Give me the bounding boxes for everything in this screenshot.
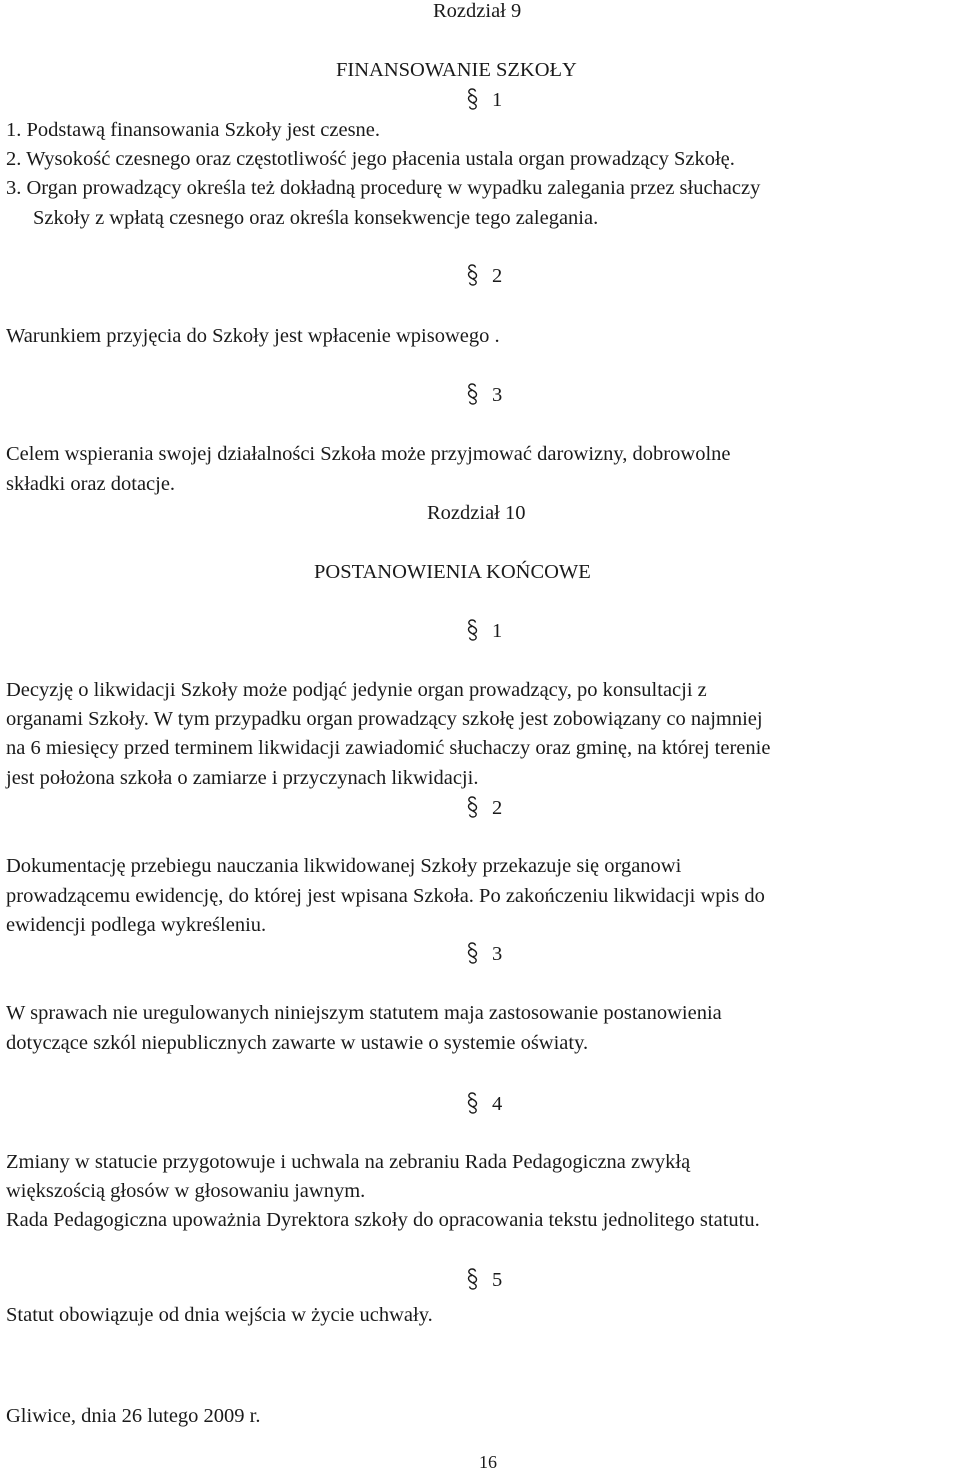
- chapter-10-section-1-line-4: jest położona szkoła o zamiarze i przyczynach likwidacji.: [6, 767, 479, 789]
- chapter-9-item-3: 3. Organ prowadzący określa też dokładną procedurę w wypadku zalegania przez słuchaczy: [6, 177, 761, 199]
- chapter-10-section-2-line-2: prowadzącemu ewidencję, do której jest wpisana Szkoła. Po zakończeniu likwidacji wpis do: [6, 885, 765, 907]
- chapter-9-item-3-continued: Szkoły z wpłatą czesnego oraz określa konsekwencje tego zalegania.: [33, 207, 599, 229]
- chapter-10-section-2-heading: [467, 794, 502, 822]
- chapter-9-section-2-text: Warunkiem przyjęcia do Szkoły jest wpłacenie wpisowego .: [6, 325, 500, 347]
- chapter-10-section-5-text: Statut obowiązuje od dnia wejścia w życie uchwały.: [6, 1304, 433, 1326]
- chapter-9-section-1-heading: [467, 86, 502, 114]
- chapter-9-heading: Rozdział 9: [433, 0, 522, 22]
- section-sign-icon: [467, 383, 478, 405]
- chapter-10-title: POSTANOWIENIA KOŃCOWE: [314, 561, 591, 583]
- section-sign-icon: [467, 1268, 478, 1290]
- chapter-10-section-1-heading: [467, 617, 502, 645]
- chapter-9-title: FINANSOWANIE SZKOŁY: [336, 59, 577, 81]
- chapter-9-section-2-heading: [467, 262, 502, 290]
- section-sign-icon: [467, 942, 478, 964]
- chapter-10-section-2-line-1: Dokumentację przebiegu nauczania likwidowanej Szkoły przekazuje się organowi: [6, 855, 682, 877]
- section-sign-icon: [467, 1092, 478, 1114]
- chapter-10-heading: Rozdział 10: [427, 502, 526, 524]
- section-sign-icon: [467, 264, 478, 286]
- section-number: 3: [492, 943, 503, 965]
- chapter-10-section-3-heading: [467, 940, 502, 968]
- section-number: 2: [492, 265, 503, 287]
- section-number: 3: [492, 384, 503, 406]
- chapter-10-section-1-line-3: na 6 miesięcy przed terminem likwidacji zawiadomić słuchaczy oraz gminę, na której terenie: [6, 737, 771, 759]
- chapter-10-section-4-heading: [467, 1090, 502, 1118]
- section-number: 1: [492, 620, 503, 642]
- chapter-10-section-4-line-2: większością głosów w głosowaniu jawnym.: [6, 1180, 366, 1202]
- chapter-9-section-3-heading: [467, 381, 502, 409]
- place-and-date: Gliwice, dnia 26 lutego 2009 r.: [6, 1405, 261, 1427]
- chapter-9-item-1: 1. Podstawą finansowania Szkoły jest czesne.: [6, 119, 381, 141]
- chapter-10-section-1-line-1: Decyzję o likwidacji Szkoły może podjąć jedynie organ prowadzący, po konsultacji z: [6, 679, 707, 701]
- chapter-9-item-2: 2. Wysokość czesnego oraz częstotliwość jego płacenia ustala organ prowadzący Szkołę.: [6, 148, 735, 170]
- chapter-10-section-4-line-1: Zmiany w statucie przygotowuje i uchwala na zebraniu Rada Pedagogiczna zwykłą: [6, 1151, 691, 1173]
- section-number: 2: [492, 797, 503, 819]
- chapter-10-section-5-heading: [467, 1266, 502, 1294]
- section-sign-icon: [467, 619, 478, 641]
- chapter-9-section-3-line-2: składki oraz dotacje.: [6, 473, 176, 495]
- chapter-9-section-3-line-1: Celem wspierania swojej działalności Szkoła może przyjmować darowizny, dobrowolne: [6, 443, 731, 465]
- section-number: 1: [492, 89, 503, 111]
- chapter-10-section-1-line-2: organami Szkoły. W tym przypadku organ prowadzący szkołę jest zobowiązany co najmniej: [6, 708, 763, 730]
- section-sign-icon: [467, 796, 478, 818]
- chapter-10-section-3-line-1: W sprawach nie uregulowanych niniejszym statutem maja zastosowanie postanowienia: [6, 1002, 722, 1024]
- section-number: 5: [492, 1269, 503, 1291]
- section-sign-icon: [467, 88, 478, 110]
- chapter-10-section-2-line-3: ewidencji podlega wykreśleniu.: [6, 914, 267, 936]
- chapter-10-section-4-line-3: Rada Pedagogiczna upoważnia Dyrektora szkoły do opracowania tekstu jednolitego statutu.: [6, 1209, 760, 1231]
- page-number: 16: [479, 1452, 497, 1472]
- section-number: 4: [492, 1093, 503, 1115]
- chapter-10-section-3-line-2: dotyczące szkól niepublicznych zawarte w ustawie o systemie oświaty.: [6, 1032, 589, 1054]
